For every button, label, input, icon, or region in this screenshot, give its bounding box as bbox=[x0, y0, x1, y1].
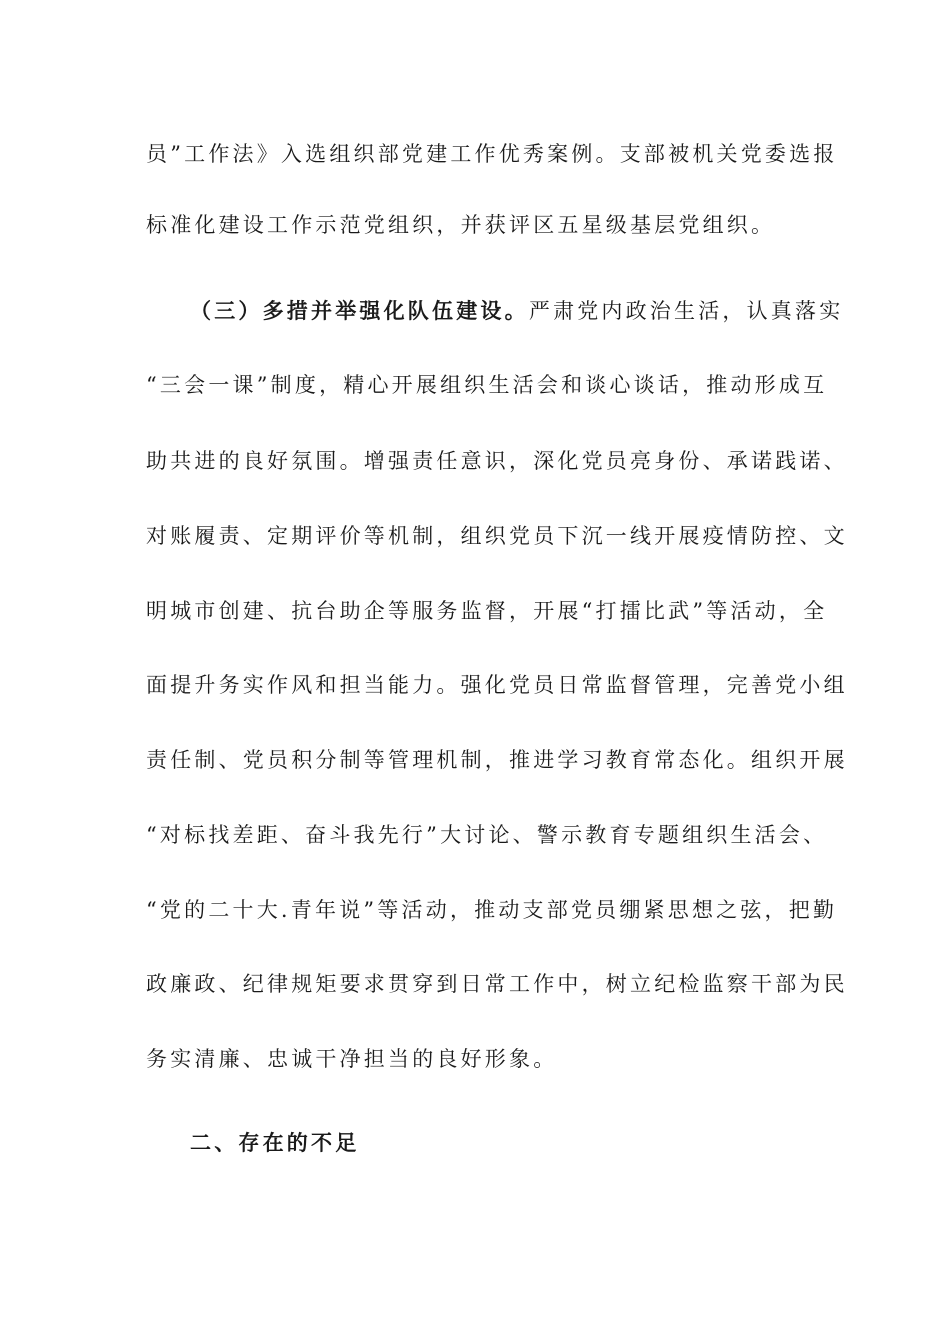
paragraph-line: 明城市创建、抗台助企等服务监督，开展“打擂比武”等活动，全 bbox=[146, 599, 828, 623]
paragraph-lead-line bbox=[190, 296, 844, 326]
paragraph-line: 对账履责、定期评价等机制，组织党员下沉一线开展疫情防控、文 bbox=[146, 524, 848, 548]
paragraph-line: “党的二十大.青年说”等活动，推动支部党员绷紧思想之弦，把勤 bbox=[146, 898, 838, 922]
paragraph-lead-heading: （三）多措并举强化队伍建设。 bbox=[190, 298, 529, 323]
paragraph-line: 助共进的良好氛围。增强责任意识，深化党员亮身份、承诺践诺、 bbox=[146, 449, 848, 473]
paragraph-line: 责任制、党员积分制等管理机制，推进学习教育常态化。组织开展 bbox=[146, 748, 848, 772]
paragraph-line: 面提升务实作风和担当能力。强化党员日常监督管理，完善党小组 bbox=[146, 673, 848, 697]
paragraph-lead-text: 严肃党内政治生活，认真落实 bbox=[528, 299, 844, 323]
paragraph-line: “三会一课”制度，精心开展组织生活会和谈心谈话，推动形成互 bbox=[146, 373, 828, 397]
paragraph-line: 务实清廉、忠诚干净担当的良好形象。 bbox=[146, 1047, 558, 1071]
paragraph-line: “对标找差距、奋斗我先行”大讨论、警示教育专题组织生活会、 bbox=[146, 823, 828, 847]
paragraph-line: 政廉政、纪律规矩要求贯穿到日常工作中，树立纪检监察干部为民 bbox=[146, 972, 848, 996]
paragraph-line: 标准化建设工作示范党组织，并获评区五星级基层党组织。 bbox=[146, 213, 776, 237]
paragraph-line: 员”工作法》入选组织部党建工作优秀案例。支部被机关党委选报 bbox=[146, 142, 838, 166]
section-heading: 二、存在的不足 bbox=[190, 1130, 360, 1155]
